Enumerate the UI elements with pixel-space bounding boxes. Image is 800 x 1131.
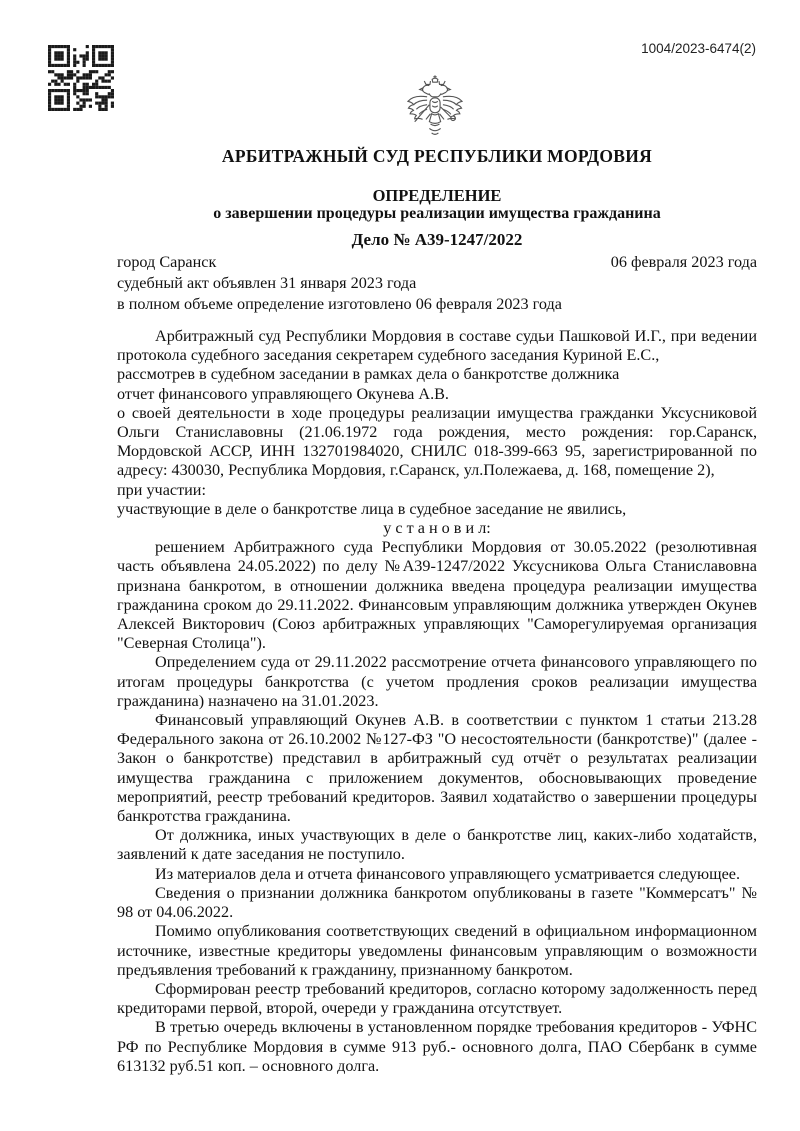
announced-line: судебный акт объявлен 31 января 2023 года bbox=[117, 274, 417, 292]
body-paragraph: Сформирован реестр требований кредиторов, согласно которому задолженность перед кредиторами первой, второй, очереди у гражданина отсутствует. bbox=[117, 979, 757, 1018]
doc-subtitle: о завершении процедуры реализации имущества гражданина bbox=[213, 205, 661, 222]
document-body bbox=[117, 252, 757, 1076]
intro-paragraph: отчет финансового управляющего Окунева А.В. bbox=[117, 384, 449, 403]
intro-paragraph: рассмотрев в судебном заседании в рамках дела о банкротстве должника bbox=[117, 365, 620, 384]
ustanovil-line: у с т а н о в и л: bbox=[383, 519, 491, 538]
doc-type-heading: ОПРЕДЕЛЕНИЕ bbox=[372, 186, 502, 205]
body-paragraph: В третью очередь включены в установленном порядке требования кредиторов - УФНС РФ по Республике Мордовия в сумме 913 руб.- основного долга, ПАО Сбербанк в сумме 613132 руб.51 коп. – основного долга. bbox=[117, 1018, 757, 1075]
intro-paragraph: участвующие в деле о банкротстве лица в судебное заседание не явились, bbox=[117, 499, 627, 518]
intro-paragraph: при участии: bbox=[117, 480, 206, 499]
qr-code bbox=[48, 45, 114, 111]
doc-number: 1004/2023-6474(2) bbox=[641, 41, 756, 56]
case-number-heading: Дело № А39-1247/2022 bbox=[351, 230, 523, 249]
body-paragraph: Помимо опубликования соответствующих сведений в официальном информационном источнике, известные кредиторы уведомлены финансовым управляющим о возможности предъявления требований к гражданину, признанному банкротом. bbox=[117, 922, 757, 979]
body-paragraph: решением Арбитражного суда Республики Мордовия от 30.05.2022 (резолютивная часть объявлена 24.05.2022) по делу №А39-1247/2022 Уксусникова Ольга Станиславовна признана банкротом, в отношении должника введена процедура реализации имущества гражданина сроком до 29.11.2022. Финансовым управляющим должника утвержден Окунев Алексей Викторович (Союз арбитражных управляющих "Саморегулируемая организация "Северная Столица"). bbox=[117, 538, 757, 653]
decision-date-label: 06 февраля 2023 года bbox=[610, 253, 757, 271]
full-text-line: в полном объеме определение изготовлено 06 февраля 2023 года bbox=[117, 295, 562, 313]
body-paragraph: Из материалов дела и отчета финансового управляющего усматривается следующее. bbox=[155, 864, 741, 883]
body-paragraph: Финансовый управляющий Окунев А.В. в соответствии с пунктом 1 статьи 213.28 Федерального закона от 26.10.2002 №127-ФЗ "О несостоятельности (банкротстве)" (далее - Закон о банкротстве) представил в арбитражный суд отчёт о результатах реализации имущества гражданина с приложением документов, обосновывающих проведение мероприятий, реестр требований кредиторов. Заявил ходатайство о завершении процедуры банкротства гражданина. bbox=[117, 711, 757, 826]
intro-paragraph: Арбитражный суд Республики Мордовия в составе судьи Пашковой И.Г., при ведении протокола судебного заседания секретарем судебного заседания Куриной Е.С., bbox=[117, 327, 757, 365]
intro-paragraph: о своей деятельности в ходе процедуры реализации имущества гражданки Уксусниковой Ольги Станиславовны (21.06.1972 года рождения, место рождения: гор.Саранск, Мордовской АССР, ИНН 132701984020, СНИЛС 018-399-663 95, зарегистрированной по адресу: 430030, Республика Мордовия, г.Саранск, ул.Полежаева, д. 168, помещение 2), bbox=[117, 403, 757, 480]
city-label: город Саранск bbox=[117, 253, 217, 271]
body-paragraph: От должника, иных участвующих в деле о банкротстве лиц, каких-либо ходатайств, заявлений к дате заседания не поступило. bbox=[117, 826, 757, 864]
dates-block bbox=[117, 252, 757, 315]
body-paragraph: Сведения о признании должника банкротом опубликованы в газете "Коммерсатъ" № 98 от 04.06.2022. bbox=[117, 883, 757, 922]
court-name-heading: АРБИТРАЖНЫЙ СУД РЕСПУБЛИКИ МОРДОВИЯ bbox=[221, 146, 653, 166]
coat-of-arms-icon bbox=[401, 72, 469, 142]
body-paragraph: Определением суда от 29.11.2022 рассмотрение отчета финансового управляющего по итогам процедуры банкротства (с учетом продления сроков реализации имущества гражданина) назначено на 31.01.2023. bbox=[117, 653, 757, 710]
